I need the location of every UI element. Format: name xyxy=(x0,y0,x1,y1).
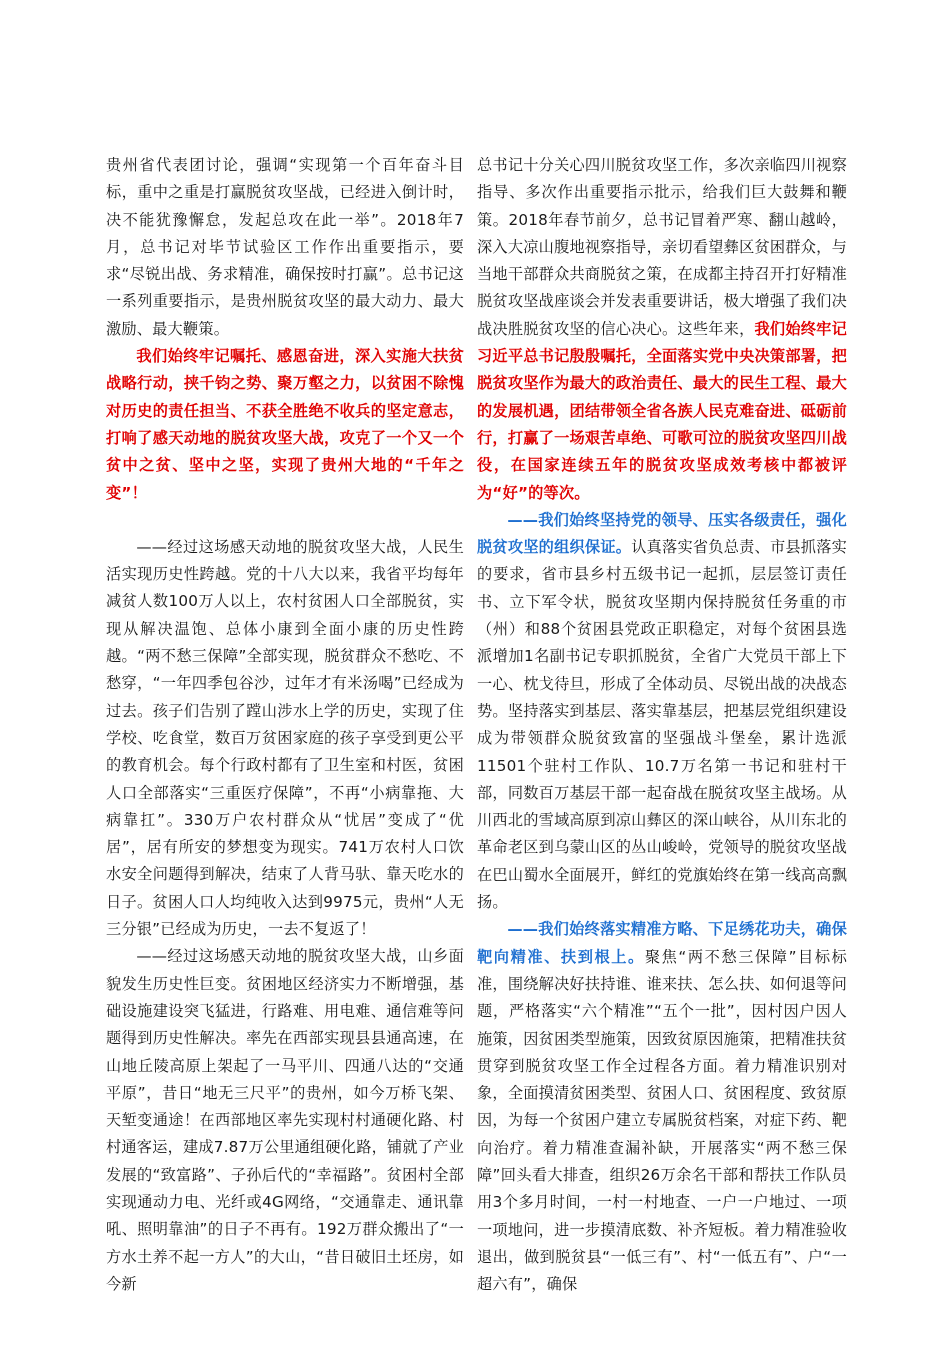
right-emphasis-red: 我们始终牢记习近平总书记殷殷嘱托，全面落实党中央决策部署，把脱贫攻坚作为最大的政治责任、最大的民生工程、最大的发展机遇，团结带领全省各族人民克难奋进、砥砺前行，打赢了一场艰苦卓绝、可歌可泣的脱贫攻坚四川战役，在国家连续五年的脱贫攻坚成效考核中都被评为“好”的等次。 xyxy=(477,319,847,502)
left-column xyxy=(106,152,464,1298)
left-paragraph-3: ——经过这场感天动地的脱贫攻坚大战，人民生活实现历史性跨越。党的十八大以来，我省平均每年减贫人数100万人以上，农村贫困人口全部脱贫，实现从解决温饱、总体小康到全面小康的历史性跨越。“两不愁三保障”全部实现，脱贫群众不愁吃、不愁穿，“一年四季包谷沙，过年才有米汤喝”已经成为过去。孩子们告别了蹚山涉水上学的历史，实现了住学校、吃食堂，数百万贫困家庭的孩子享受到更公平的教育机会。每个行政村都有了卫生室和村医，贫困人口全部落实“三重医疗保障”，不再“小病靠拖、大病靠扛”。330万户农村群众从“忧居”变成了“优居”，居有所安的梦想变为现实。741万农村人口饮水安全问题得到解决，结束了人背马驮、靠天吃水的日子。贫困人口人均纯收入达到9975元，贵州“人无三分银”已经成为历史，一去不复返了！ xyxy=(106,537,464,939)
left-emphasis-paragraph: 我们始终牢记嘱托、感恩奋进，深入实施大扶贫战略行动，挟千钧之势、聚万壑之力，以贫困不除愧对历史的责任担当、不获全胜绝不收兵的坚定意志，打响了感天动地的脱贫攻坚大战，攻克了一个又一个贫中之贫、坚中之坚，实现了贵州大地的“千年之变”！ xyxy=(106,347,464,502)
right-paragraph-1-text: 总书记十分关心四川脱贫攻坚工作，多次亲临四川视察指导、多次作出重要指示批示，给我们巨大鼓舞和鞭策。2018年春节前夕，总书记冒着严寒、翻山越岭，深入大凉山腹地视察指导，亲切看望彝区贫困群众，与当地干部群众共商脱贫之策，在成都主持召开打好精准脱贫攻坚战座谈会并发表重要讲话，极大增强了我们决战决胜脱贫攻坚的信心决心。这些年来， xyxy=(477,156,847,338)
left-paragraph-1: 贵州省代表团讨论，强调“实现第一个百年奋斗目标，重中之重是打赢脱贫攻坚战，已经进入倒计时，决不能犹豫懈怠，发起总攻在此一举”。2018年7月，总书记对毕节试验区工作作出重要指示，要求“尽锐出战、务求精准，确保按时打赢”。总书记这一系列重要指示，是贵州脱贫攻坚的最大动力、最大激励、最大鞭策。 xyxy=(106,156,464,338)
right-paragraph-3-text: 聚焦“两不愁三保障”目标标准，围绕解决好扶持谁、谁来扶、怎么扶、如何退等问题，严格落实“六个精准”“五个一批”，因村因户因人施策，因贫困类型施策，因致贫原因施策，把精准扶贫贯穿到脱贫攻坚工作全过程各方面。着力精准识别对象，全面摸清贫困类型、贫困人口、贫困程度、致贫原因，为每一个贫困户建立专属脱贫档案，对症下药、靶向治疗。着力精准查漏补缺，开展落实“两不愁三保障”回头看大排查，组织26万余名干部和帮扶工作队员用3个多月时间，一村一村地查、一户一户地过、一项一项地问，进一步摸清底数、补齐短板。着力精准验收退出，做到脱贫县“一低三有”、村“一低五有”、户“一超六有”，确保 xyxy=(477,947,847,1294)
right-paragraph-3 xyxy=(477,916,847,1298)
right-paragraph-2-text: 认真落实省负总责、市县抓落实的要求，省市县乡村五级书记一起抓，层层签订责任书、立下军令状，脱贫攻坚期内保持脱贫任务重的市（州）和88个贫困县党政正职稳定，对每个贫困县选派增加1名副书记专职抓脱贫，全省广大党员干部上下一心、枕戈待旦，形成了全体动员、尽锐出战的决战态势。坚持落实到基层、落实靠基层，把基层党组织建设成为带领群众脱贫致富的坚强战斗堡垒，累计选派11501个驻村工作队、10.7万名第一书记和驻村干部，同数百万基层干部一起奋战在脱贫攻坚主战场。从川西北的雪域高原到凉山彝区的深山峡谷，从川东北的革命老区到乌蒙山区的丛山峻岭，党领导的脱贫攻坚战在巴山蜀水全面展开，鲜红的党旗始终在第一线高高飘扬。 xyxy=(477,538,848,912)
right-paragraph-1 xyxy=(477,152,847,507)
paragraph-gap xyxy=(106,507,464,534)
right-column xyxy=(477,152,847,1298)
right-paragraph-2 xyxy=(477,507,847,916)
right-heading-blue-1: ——我们始终坚持党的领导、压实各级责任，强化脱贫攻坚的组织保证。 xyxy=(477,510,847,557)
left-paragraph-4: ——经过这场感天动地的脱贫攻坚大战，山乡面貌发生历史性巨变。贫困地区经济实力不断增强，基础设施建设突飞猛进，行路难、用电难、通信难等问题得到历史性解决。率先在西部实现县县通高速，在山地丘陵高原上架起了一马平川、四通八达的“交通平原”，昔日“地无三尺平”的贵州，如今万桥飞架、天堑变通途！在西部地区率先实现村村通硬化路、村村通客运，建成7.87万公里通组硬化路，铺就了产业发展的“致富路”、子孙后代的“幸福路”。贫困村全部实现通动力电、光纤或4G网络，“交通靠走、通讯靠吼、照明靠油”的日子不再有。192万群众搬出了“一方水土养不起一方人”的大山，“昔日破旧土坯房，如今新 xyxy=(106,947,464,1293)
right-heading-blue-2: ——我们始终落实精准方略、下足绣花功夫，确保靶向精准、扶到根上。 xyxy=(477,920,847,966)
